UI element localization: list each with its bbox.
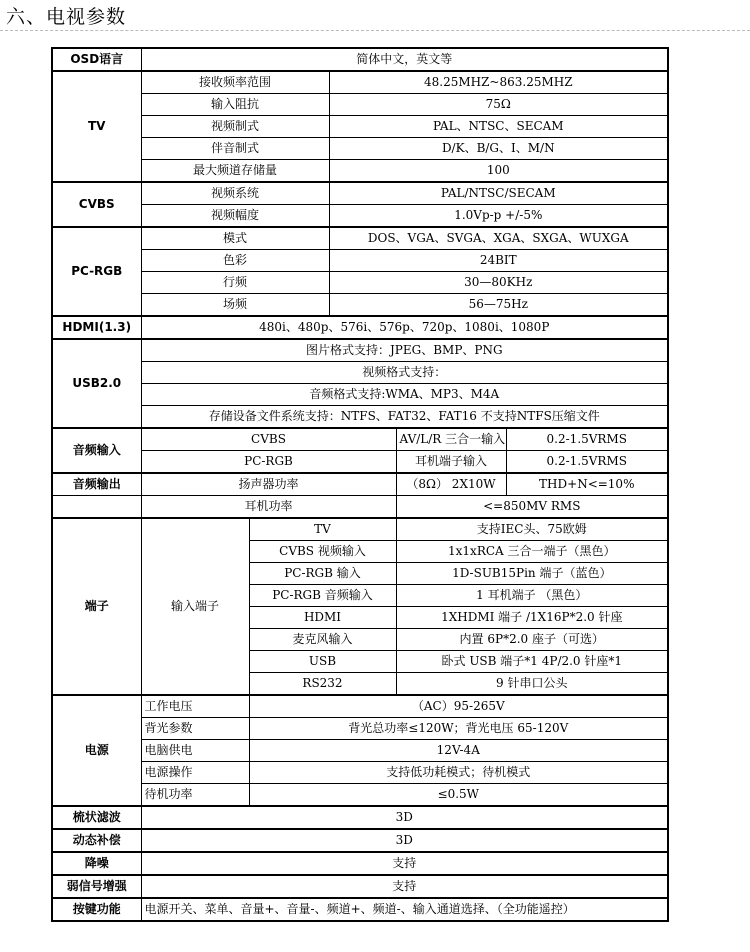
- tv-value: 48.25MHZ~863.25MHZ: [329, 71, 668, 94]
- tv-value: D/K、B/G、I、M/N: [329, 138, 668, 160]
- power-label: 电源: [52, 695, 141, 806]
- tv-key: 伴音制式: [141, 138, 329, 160]
- motion-comp-label: 动态补偿: [52, 829, 141, 852]
- audio-in-source: PC-RGB: [141, 451, 396, 474]
- port-value: 1x1xRCA 三合一端子（黑色）: [396, 541, 668, 563]
- headphone-power-value: <=850MV RMS: [396, 496, 668, 519]
- power-key: 工作电压: [141, 695, 249, 718]
- audio-out-row: [52, 473, 668, 496]
- hdmi-value: 480i、480p、576i、576p、720p、1080i、1080P: [141, 316, 668, 339]
- port-key: CVBS 视频输入: [249, 541, 396, 563]
- speaker-thd: THD+N<=10%: [506, 473, 668, 496]
- tv-value: 75Ω: [329, 94, 668, 116]
- power-row: [52, 718, 668, 740]
- port-value: 1D-SUB15Pin 端子（蓝色）: [396, 563, 668, 585]
- pcrgb-value: 56—75Hz: [329, 294, 668, 317]
- weak-signal-label: 弱信号增强: [52, 875, 141, 898]
- tv-value: PAL、NTSC、SECAM: [329, 116, 668, 138]
- noise-label: 降噪: [52, 852, 141, 875]
- usb-value: 音频格式支持:WMA、MP3、M4A: [141, 384, 668, 406]
- tv-row: [52, 138, 668, 160]
- tv-key: 视频制式: [141, 116, 329, 138]
- usb-row: [52, 384, 668, 406]
- cvbs-key: 视频幅度: [141, 205, 329, 228]
- comb-filter-value: 3D: [141, 806, 668, 829]
- noise-value: 支持: [141, 852, 668, 875]
- hdmi-label: HDMI(1.3): [52, 316, 141, 339]
- usb-value: 图片格式支持：JPEG、BMP、PNG: [141, 339, 668, 362]
- port-key: HDMI: [249, 607, 396, 629]
- port-key: 麦克风输入: [249, 629, 396, 651]
- usb-value: 视频格式支持：: [141, 362, 668, 384]
- power-value: 支持低功耗模式；待机模式: [249, 762, 668, 784]
- port-value: 1 耳机端子 （黑色）: [396, 585, 668, 607]
- port-key: RS232: [249, 673, 396, 696]
- motion-comp-value: 3D: [141, 829, 668, 852]
- osd-label: OSD语言: [52, 48, 141, 71]
- port-key: PC-RGB 输入: [249, 563, 396, 585]
- port-value: 内置 6P*2.0 座子（可选）: [396, 629, 668, 651]
- osd-value: 简体中文，英文等: [141, 48, 668, 71]
- ports-sublabel: 输入端子: [141, 518, 249, 695]
- tv-key: 接收频率范围: [141, 71, 329, 94]
- tv-row: [52, 94, 668, 116]
- audio-in-port: AV/L/R 三合一输入: [396, 428, 506, 451]
- usb-row: [52, 339, 668, 362]
- tv-label: TV: [52, 71, 141, 182]
- hdmi-row: [52, 316, 668, 339]
- power-key: 待机功率: [141, 784, 249, 807]
- keys-value: 电源开关、菜单、音量+、音量-、频道+、频道-、输入通道选择、（全功能遥控）: [141, 898, 668, 921]
- motion-comp-row: [52, 829, 668, 852]
- speaker-power-value: （8Ω） 2X10W: [396, 473, 506, 496]
- pcrgb-key: 场频: [141, 294, 329, 317]
- tv-parameters-table: [51, 47, 669, 922]
- pcrgb-value: 24BIT: [329, 250, 668, 272]
- power-value: 背光总功率≤120W；背光电压 65-120V: [249, 718, 668, 740]
- pcrgb-value: 30—80KHz: [329, 272, 668, 294]
- comb-filter-label: 梳状滤波: [52, 806, 141, 829]
- power-row: [52, 740, 668, 762]
- tv-row: [52, 160, 668, 183]
- audio-out-row: [52, 496, 668, 519]
- power-row: [52, 695, 668, 718]
- tv-key: 输入阻抗: [141, 94, 329, 116]
- pcrgb-row: [52, 250, 668, 272]
- port-value: 1XHDMI 端子 /1X16P*2.0 针座: [396, 607, 668, 629]
- cvbs-value: PAL/NTSC/SECAM: [329, 182, 668, 205]
- cvbs-row: [52, 182, 668, 205]
- port-key: USB: [249, 651, 396, 673]
- pcrgb-value: DOS、VGA、SVGA、XGA、SXGA、WUXGA: [329, 227, 668, 250]
- pcrgb-key: 色彩: [141, 250, 329, 272]
- power-value: 12V-4A: [249, 740, 668, 762]
- audio-in-row: [52, 451, 668, 474]
- heading-divider: [0, 30, 750, 31]
- cvbs-label: CVBS: [52, 182, 141, 227]
- audio-out-label: 音频输出: [52, 473, 141, 496]
- port-row: [52, 518, 668, 541]
- tv-row: [52, 116, 668, 138]
- power-row: [52, 762, 668, 784]
- audio-in-label: 音频输入: [52, 428, 141, 473]
- cvbs-row: [52, 205, 668, 228]
- port-key: PC-RGB 音频输入: [249, 585, 396, 607]
- power-key: 电脑供电: [141, 740, 249, 762]
- usb-label: USB2.0: [52, 339, 141, 428]
- audio-in-row: [52, 428, 668, 451]
- section-heading: 六、电视参数: [6, 6, 127, 28]
- audio-in-range: 0.2-1.5VRMS: [506, 451, 668, 474]
- port-value: 9 针串口公头: [396, 673, 668, 696]
- headphone-power-key: 耳机功率: [141, 496, 396, 519]
- speaker-power-key: 扬声器功率: [141, 473, 396, 496]
- pcrgb-label: PC-RGB: [52, 227, 141, 316]
- ports-label: 端子: [52, 518, 141, 695]
- power-key: 电源操作: [141, 762, 249, 784]
- pcrgb-row: [52, 272, 668, 294]
- pcrgb-key: 模式: [141, 227, 329, 250]
- cvbs-value: 1.0Vp-p +/-5%: [329, 205, 668, 228]
- empty-cell: [52, 496, 141, 519]
- weak-signal-row: [52, 875, 668, 898]
- port-value: 支持IEC头、75欧姆: [396, 518, 668, 541]
- audio-in-range: 0.2-1.5VRMS: [506, 428, 668, 451]
- tv-row: [52, 71, 668, 94]
- keys-row: [52, 898, 668, 921]
- pcrgb-row: [52, 294, 668, 317]
- keys-label: 按键功能: [52, 898, 141, 921]
- power-key: 背光参数: [141, 718, 249, 740]
- port-key: TV: [249, 518, 396, 541]
- power-row: [52, 784, 668, 807]
- noise-row: [52, 852, 668, 875]
- usb-value: 存储设备文件系统支持：NTFS、FAT32、FAT16 不支持NTFS压缩文件: [141, 406, 668, 429]
- comb-filter-row: [52, 806, 668, 829]
- pcrgb-row: [52, 227, 668, 250]
- osd-row: [52, 48, 668, 71]
- audio-in-port: 耳机端子输入: [396, 451, 506, 474]
- tv-key: 最大频道存储量: [141, 160, 329, 183]
- usb-row: [52, 406, 668, 429]
- audio-in-source: CVBS: [141, 428, 396, 451]
- cvbs-key: 视频系统: [141, 182, 329, 205]
- port-value: 卧式 USB 端子*1 4P/2.0 针座*1: [396, 651, 668, 673]
- weak-signal-value: 支持: [141, 875, 668, 898]
- tv-value: 100: [329, 160, 668, 183]
- power-value: ≤0.5W: [249, 784, 668, 807]
- power-value: （AC）95-265V: [249, 695, 668, 718]
- usb-row: [52, 362, 668, 384]
- pcrgb-key: 行频: [141, 272, 329, 294]
